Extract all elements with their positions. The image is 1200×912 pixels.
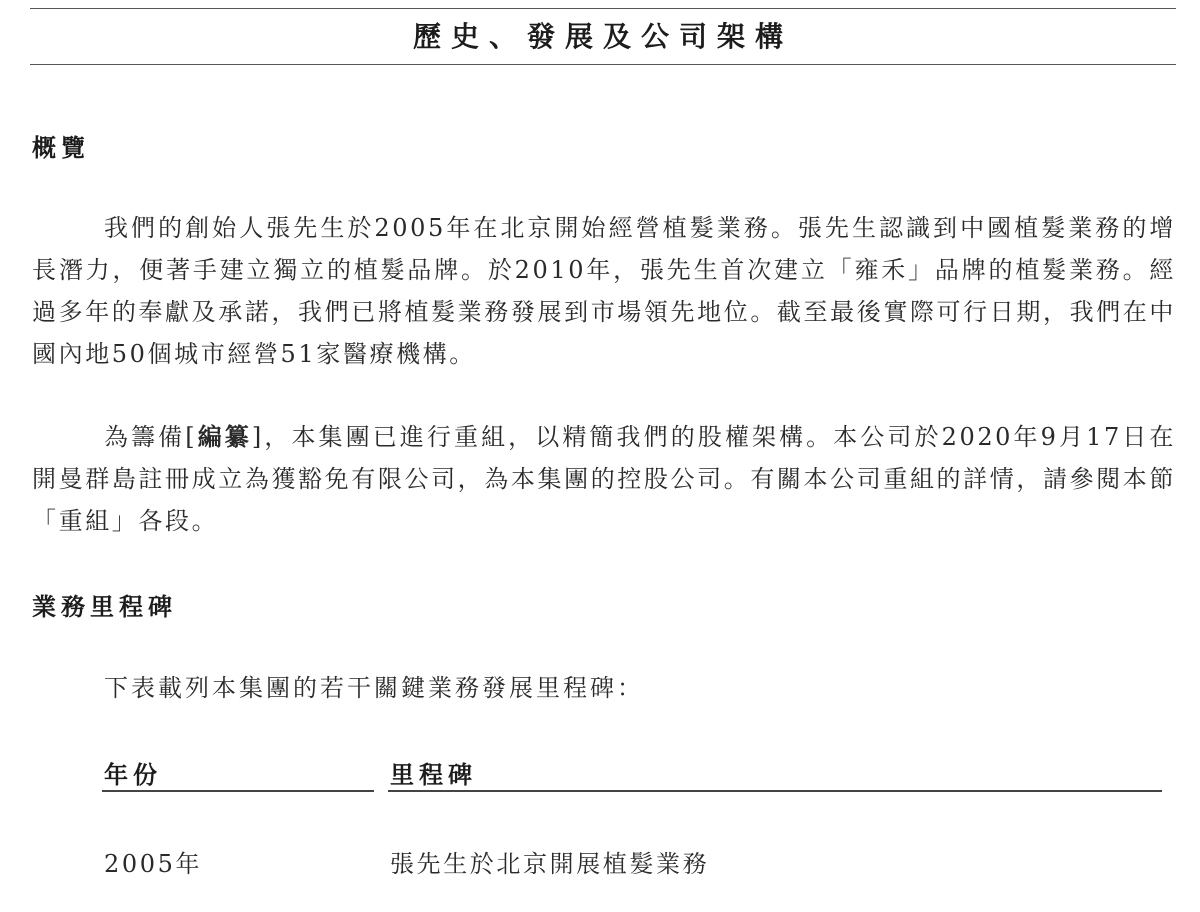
overview-paragraph-2 bbox=[32, 416, 1176, 542]
table-cell-milestone: 張先生於北京開展植髮業務 bbox=[390, 850, 710, 878]
milestones-intro: 下表載列本集團的若干關鍵業務發展里程碑： bbox=[104, 674, 644, 702]
section-heading-overview: 概覽 bbox=[32, 134, 90, 162]
overview-paragraph-1: 我們的創始人張先生於2005年在北京開始經營植髮業務。張先生認識到中國植髮業務的增長潛力，便著手建立獨立的植髮品牌。於2010年，張先生首次建立「雍禾」品牌的植髮業務。經過多年的奉獻及承諾，我們已將植髮業務發展到市場領先地位。截至最後實際可行日期，我們在中國內地50個城市經營51家醫療機構。 bbox=[32, 214, 1176, 368]
table-header-milestone: 里程碑 bbox=[390, 761, 477, 789]
table-header-year: 年份 bbox=[104, 761, 162, 789]
table-header-rule-year bbox=[102, 790, 374, 792]
para2-text-before: 為籌備[ bbox=[104, 423, 198, 451]
para2-text-after: ]，本集團已進行重組，以精簡我們的股權架構。本公司於2020年9月17日在開曼群島註冊成立為獲豁免有限公司，為本集團的控股公司。有關本公司重組的詳情，請參閱本節「重組」各段。 bbox=[32, 423, 1176, 535]
para2-redacted-term: 編纂 bbox=[197, 423, 252, 451]
table-cell-year: 2005年 bbox=[104, 850, 203, 878]
section-heading-milestones: 業務里程碑 bbox=[32, 593, 177, 621]
title-rule bbox=[30, 64, 1176, 65]
table-header-rule-milestone bbox=[388, 790, 1162, 792]
page-title: 歷史、發展及公司架構 bbox=[412, 20, 793, 53]
top-rule bbox=[30, 8, 1176, 9]
